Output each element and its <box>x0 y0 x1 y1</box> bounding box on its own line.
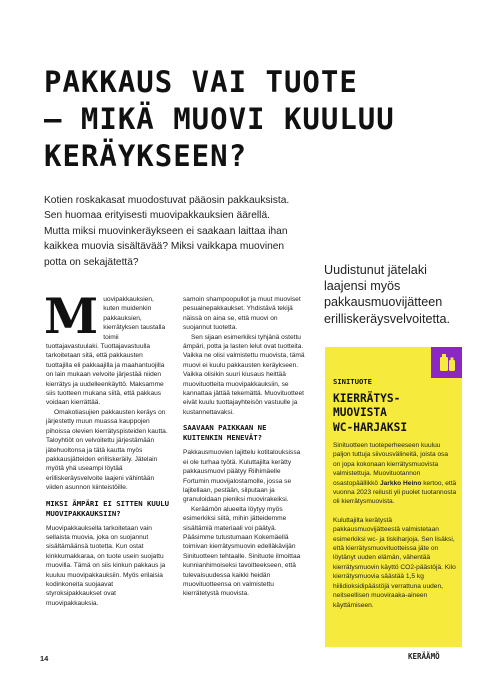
body-paragraph: Omakotiasujien pakkausten keräys on järjestetty muun muassa kauppojen pihoissa olevien kierrätyspisteiden kautta. Taloyhtiöt on velvoitettu järjestämään jätehuoltonsa ja tätä kautta myös pakkausjätteiden erilliskeräily. Jätelain myötä yhä useampi löytää erilliskeräysvelvoite laajeni vähintään viiden asunnon kiinteistöille. <box>46 408 168 492</box>
article-title-line: PAKKAUS VAI TUOTE <box>44 65 358 99</box>
section-heading: MIKSI ÄMPÄRI EI SITTEN KUULU MUOVIPAKKAUKSIIN? <box>46 498 170 518</box>
pull-quote-line: erilliskeräysvelvoitetta. <box>324 311 450 326</box>
pull-quote <box>324 262 469 327</box>
sidebar-paragraph: Kuluttajilta kerätystä pakkausmuovijätteestä valmistetaan esimerkiksi wc- ja tiskiharjoja. Sen lisäksi, että kierrätysmuovituotteissa jäte on löytänyt uuden elämän, vähentää kierrätysmuovin käyttö CO2-päästöjä. Kilo kierrätysmuovia säästää 1,5 kg hiilidioksidipäästöjä verrattuna uuden, neitseellisen muoviraaka-aineen käyttämiseen. <box>333 516 456 609</box>
article-title-line: – MIKÄ MUOVI KUULUU <box>44 102 395 136</box>
body-paragraph: Muovipakkauksella tarkoitetaan vain sellaista muovia, joka on suojannut sisältämäänsä tuotetta. Kun ostat kinkkumakkaraa, on tuote usein suojattu muovilla. Tämä on siis kinkun pakkaus ja kuuluu muovipakkauksiin. Myös erilaisia kodinkoneita suojaavat styroksipakkaukset ovat muovipakkauksia. <box>46 524 166 607</box>
lead-line: Sen huomaa erityisesti muovipakkauksien äärellä. <box>44 210 270 222</box>
body-paragraph <box>44 287 170 408</box>
sidebar-text <box>333 441 457 619</box>
lead-line: kaikkea muovia sisältävää? Miksi vaikkapa muovinen <box>44 241 285 253</box>
pull-quote-line: Uudistunut jätelaki <box>324 263 427 277</box>
lead-paragraph <box>44 193 294 270</box>
drop-cap: M <box>44 287 99 345</box>
body-paragraph: Keräämön alueelta löytyy myös esimerkiksi siitä, mihin jätteidemme sisältämiä materiaali voi päätyä. Pääsimme tutustumaan Kokemäellä toimivan kierrätysmuovin edelläkävijän Sinituotteen tehtaalle. Sinituote ilmoittaa kunnianhimoiseksi tavoitteekseen, että tulevaisuudessa kaikki heidän muovituotteensa on valmistettu kierrätetystä muovista. <box>183 505 301 598</box>
article-title <box>44 64 464 175</box>
sidebar-badge <box>431 347 462 378</box>
body-paragraph: Sen sijaan esimerkiksi tyhjänä ostettu ämpäri, potta ja lasten lelut ovat tuotteita. Vaikka ne olisi valmistettu muovista, tämä muovi ei kuulu pakkausten keräykseen. Vaikka olisikin suuri kiusaus heittää muovituotteita muovipakkauksiin, se kannattaa jättää tekemättä. Muovituotteet eivät kuulu tuottajayhteisön vastuulle ja kustannettavaksi. <box>183 333 305 416</box>
lead-line: Kotien roskakasat muodostuvat pääosin pakkauksista. <box>44 195 290 206</box>
article-title-line: KERÄYKSEEN? <box>44 139 248 173</box>
sidebar-box <box>325 347 462 647</box>
page-number: 14 <box>40 654 49 663</box>
bottles-icon <box>431 347 462 378</box>
lead-line: Mutta miksi muovinkeräykseen ei saakaan laittaa ihan <box>44 225 288 237</box>
sidebar-text-part: kertoo, että vuonna 2023 reilusti yli puolet tuotannosta oli kierrätysmuovista. <box>333 479 457 506</box>
sidebar-title <box>333 392 458 435</box>
sidebar-paragraph <box>333 441 457 507</box>
sidebar-person-name: Jarkko Heino <box>379 479 422 487</box>
section-heading: SAAVAAN PAIKKAAN NE KUITENKIN MENEVÄT? <box>183 423 267 443</box>
brand-logo: KERÄÄMÖ <box>408 652 440 661</box>
sidebar-tag: SINITUOTE <box>333 377 372 386</box>
sidebar-title-line: MUOVISTA <box>333 406 387 420</box>
body-column-2 <box>183 295 307 599</box>
body-paragraph: Pakkausmuovien lajittelu kotitalouksissa ei ole turhaa työtä. Kuluttajilta kerätty pakkausmuovi päätyy Riihimäelle Fortumin muovijalostamolle, jossa se lajitellaan, pestään, silputaan ja granuloidaan pieniksi muovirakeiksi. <box>183 449 301 504</box>
lead-line: potta on sekajätettä? <box>44 256 139 268</box>
sidebar-title-line: WC-HARJAKSI <box>333 420 408 434</box>
pull-quote-line: pakkausmuovijätteen <box>324 295 443 310</box>
body-paragraph: samoin shampoopullot ja muut muoviset pesuainepakkaukset. Yhdistävä tekijä näissä on aina se, että muovi on suojannut tuotetta. <box>183 296 301 332</box>
sidebar-title-line: KIERRÄTYS- <box>333 392 401 405</box>
sidebar-text-part: Sinituotteen tuoteperheeseen kuuluu paljon tuttuja siivousvälineitä, joista osa on jopa kokonaan kierrätysmuovista valmistettuja. Muovituotannon osastopäällikkö <box>333 442 449 487</box>
pull-quote-line: laajensi myös <box>324 279 401 294</box>
body-text: uovipakkauksien, kuten muidenkin pakkauksien, kierrätyksen taustalla toimii tuottajavastuulaki. Tuottajavastuulla tarkoitetaan sitä, että pakkausten tuottajilla eli pakkaajilla ja maahantuojilla on lain mukaan velvoite järjestää niiden kierrätys ja uudelleenkäyttö. Maksamme siis tuotteen mukana siitä, että pakkaus voidaan kierrättää. <box>46 296 166 407</box>
body-column-1 <box>44 287 170 608</box>
